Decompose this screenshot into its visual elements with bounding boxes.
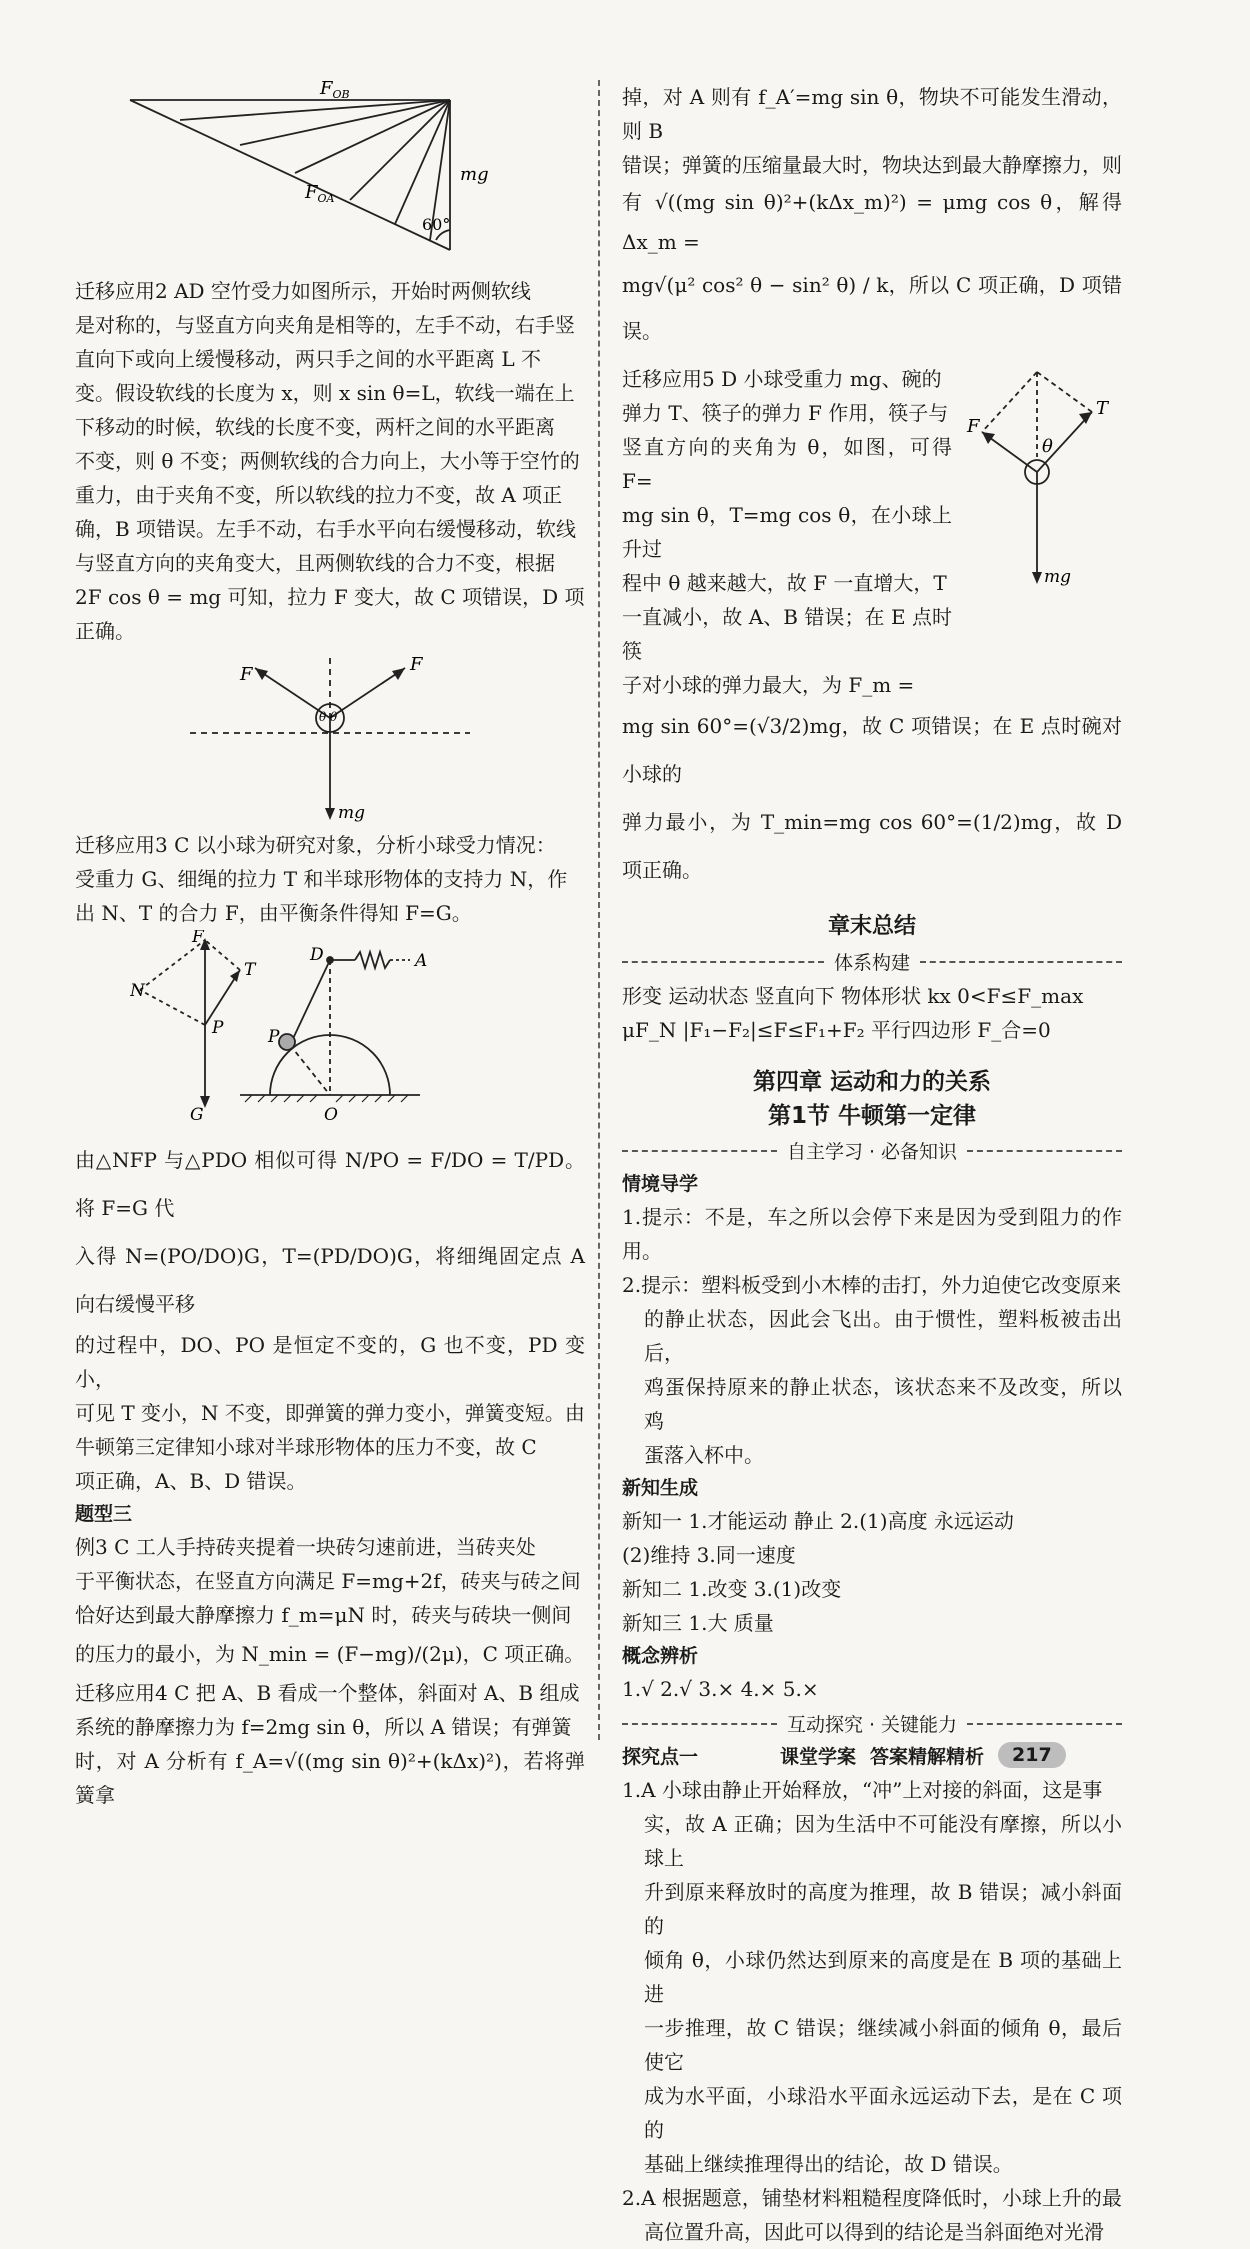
text-line: 由△NFP 与△PDO 相似可得 N/PO = F/DO = T/PD。将 F=G 代	[75, 1148, 585, 1220]
left-column	[75, 80, 585, 1812]
right-column	[622, 80, 1122, 2249]
text-line: 例3 C 工人手持砖夹提着一块砖匀速前进，当砖夹处	[75, 1535, 536, 1559]
text-line: 实，故 A 正确；因为生活中不可能没有摩擦，所以小球上	[644, 1812, 1122, 1870]
text-line: 直向下或向上缓慢移动，两只手之间的水平距离 L 不	[75, 347, 541, 371]
text-line: 重力，由于夹角不变，所以软线的拉力不变，故 A 项正	[75, 483, 563, 507]
label-O: O	[324, 1105, 338, 1125]
text-line: 不变，则 θ 不变；两侧软线的合力向上，大小等于空竹的	[75, 449, 580, 473]
text-line: 2.A 根据题意，铺垫材料粗糙程度降低时，小球上升的最	[622, 2186, 1122, 2210]
text-line: 的压力的最小，为 N_min = (F−mg)/(2μ)，C 项正确。	[75, 1642, 585, 1666]
summary-line: 形变 运动状态 竖直向下 物体形状 kx 0<F≤F_max	[622, 984, 1084, 1008]
text-line: 迁移应用3 C 以小球为研究对象，分析小球受力情况：	[75, 833, 556, 857]
subhead-qingjing: 情境导学	[622, 1173, 699, 1195]
label-F: F	[192, 930, 204, 947]
text-line: 2.提示：塑料板受到小木棒的击打，外力迫使它改变原来	[622, 1273, 1122, 1297]
text-line: 时，对 A 分析有 f_A=√((mg sin θ)²+(kΔx)²)，若将弹簧拿	[75, 1749, 585, 1807]
text-line: 升到原来释放时的高度为推理，故 B 错误；减小斜面的	[644, 1880, 1122, 1938]
answer-q3	[75, 828, 585, 930]
label-theta: θ	[1042, 436, 1053, 457]
text-line: 竖直方向的夹角为 θ，如图，可得 F=	[622, 435, 952, 493]
label-D: D	[310, 945, 324, 965]
section-title: 第1节 牛顿第一定律	[767, 1103, 976, 1129]
rule-hudong-label: 互动探究 · 关键能力	[786, 1714, 958, 1736]
text-line: 是对称的，与竖直方向夹角是相等的，左手不动，右手竖	[75, 313, 575, 337]
footer-section: 答案精解精析	[870, 1745, 985, 1768]
text-line: 弹力 T、筷子的弹力 F 作用，筷子与	[622, 401, 949, 425]
text-line: 迁移应用4 C 把 A、B 看成一个整体，斜面对 A、B 组成	[75, 1681, 580, 1705]
answer-q2	[75, 274, 585, 648]
label-f-left: F	[240, 664, 253, 685]
text-line: 有 √((mg sin θ)²+(kΔx_m)²) = μmg cos θ，解得 Δx_m =	[622, 190, 1122, 254]
summary-line: μF_N |F₁−F₂|≤F≤F₁+F₂ 平行四边形 F_合=0	[622, 1018, 1051, 1042]
label-angle: 60°	[422, 215, 451, 234]
label-mg: mg	[338, 803, 366, 823]
text-line: 鸡蛋保持原来的静止状态，该状态来不及改变，所以鸡	[644, 1375, 1122, 1433]
text-line: 恰好达到最大静摩擦力 f_m=μN 时，砖夹与砖块一侧间	[75, 1603, 572, 1627]
label-N: N	[130, 981, 145, 1001]
subhead-gainian: 概念辨析	[622, 1645, 699, 1667]
rule-hudong	[622, 1710, 1122, 1737]
text-line: (2)维持 3.同一速度	[622, 1543, 796, 1567]
text-line: 高位置升高，因此可以得到的结论是当斜面绝对光滑	[644, 2220, 1104, 2244]
text-line: 1.提示：不是，车之所以会停下来是因为受到阻力的作用。	[622, 1205, 1122, 1263]
answer-q5	[622, 362, 1122, 894]
force-fan-diagram	[120, 80, 540, 270]
text-line: 新知三 1.大 质量	[622, 1611, 774, 1635]
text-line: 受重力 G、细绳的拉力 T 和半球形物体的支持力 N，作	[75, 867, 568, 891]
text-line: 成为水平面，小球沿水平面永远运动下去，是在 C 项的	[644, 2084, 1122, 2142]
rule-zizhu	[622, 1137, 1122, 1164]
text-line: 蛋落入杯中。	[644, 1443, 764, 1467]
text-line: 1.√ 2.√ 3.× 4.× 5.×	[622, 1677, 819, 1701]
label-foa: $F_{OA}$	[305, 182, 335, 205]
text-line: 出 N、T 的合力 F，由平衡条件得知 F=G。	[75, 901, 472, 925]
label-A: A	[415, 951, 428, 971]
label-T: T	[244, 960, 256, 980]
bowl-chopstick-diagram	[962, 362, 1122, 592]
label-mg: mg	[460, 164, 489, 185]
hemisphere-force-diagram	[130, 930, 530, 1130]
summary-rule-label: 体系构建	[834, 952, 911, 974]
text-line: 的过程中，DO、PO 是恒定不变的，G 也不变，PD 变小，	[75, 1333, 585, 1391]
text-line: 可见 T 变小，N 不变，即弹簧的弹力变小，弹簧变短。由	[75, 1401, 585, 1425]
label-fob: $F_{OB}$	[320, 80, 350, 101]
text-line: 2F cos θ = mg 可知，拉力 F 变大，故 C 项错误，D 项	[75, 585, 585, 609]
text-line: 弹力最小，为 T_min=mg cos 60°=(1/2)mg，故 D 项正确。	[622, 810, 1122, 882]
label-theta: θ θ	[319, 710, 338, 724]
page-number: 217	[998, 1742, 1066, 1768]
text-line: 迁移应用2 AD 空竹受力如图所示，开始时两侧软线	[75, 279, 531, 303]
text-line: 确，B 项错误。左手不动，右手水平向右缓慢移动，软线	[75, 517, 577, 541]
text-line: mg sin θ，T=mg cos θ，在小球上升过	[622, 503, 952, 561]
text-line: 一步推理，故 C 错误；继续减小斜面的倾角 θ，最后使它	[644, 2016, 1122, 2074]
column-divider	[598, 80, 600, 1740]
text-line: 变。假设软线的长度为 x，则 x sin θ=L，软线一端在上	[75, 381, 575, 405]
label-F: F	[967, 416, 980, 437]
text-line: mg√(μ² cos² θ − sin² θ) / k，所以 C 项正确，D 项错误。	[622, 273, 1122, 343]
subhead-tanjiu: 探究点一	[622, 1746, 699, 1768]
text-line: 子对小球的弹力最大，为 F_m =	[622, 673, 915, 697]
rule-zizhu-label: 自主学习 · 必备知识	[786, 1141, 958, 1163]
text-line: 正确。	[75, 619, 135, 643]
text-line: 1.A 小球由静止开始释放，“冲”上对接的斜面，这是事	[622, 1778, 1103, 1802]
text-line: 于平衡状态，在竖直方向满足 F=mg+2f，砖夹与砖之间	[75, 1569, 581, 1593]
text-line: 新知二 1.改变 3.(1)改变	[622, 1577, 842, 1601]
text-line: 新知一 1.才能运动 静止 2.(1)高度 永远运动	[622, 1509, 1014, 1533]
kongzhu-force-diagram	[180, 648, 480, 828]
label-mg: mg	[1044, 567, 1072, 587]
text-line: 的静止状态，因此会飞出。由于惯性，塑料板被击出后，	[644, 1307, 1122, 1365]
label-P: P	[212, 1018, 224, 1038]
text-line: mg sin 60°=(√3/2)mg，故 C 项错误；在 E 点时碗对小球的	[622, 714, 1122, 786]
text-line: 倾角 θ，小球仍然达到原来的高度是在 B 项的基础上进	[644, 1948, 1122, 2006]
text-line: 系统的静摩擦力为 f=2mg sin θ，所以 A 错误；有弹簧	[75, 1715, 572, 1739]
label-P2: P	[268, 1027, 280, 1047]
text-line: 基础上继续推理得出的结论，故 D 错误。	[644, 2152, 1013, 2176]
text-line: 程中 θ 越来越大，故 F 一直增大，T	[622, 571, 947, 595]
text-line: 入得 N=(PO/DO)G，T=(PD/DO)G，将细绳固定点 A 向右缓慢平移	[75, 1244, 585, 1316]
summary-title: 章末总结	[827, 914, 916, 939]
subhead-xinzhi: 新知生成	[622, 1477, 699, 1499]
summary-rule	[622, 948, 1122, 975]
text-line: 一直减小，故 A、B 错误；在 E 点时筷	[622, 605, 952, 663]
answer-ex3	[75, 1530, 585, 1676]
chapter-title: 第四章 运动和力的关系	[752, 1069, 991, 1095]
answer-q3-cont	[75, 1136, 585, 1498]
text-line: 掉，对 A 则有 f_A′=mg sin θ，物块不可能发生滑动，则 B	[622, 85, 1122, 143]
answer-q4	[75, 1676, 585, 1812]
footer-book: 课堂学案	[780, 1745, 857, 1768]
text-line: 迁移应用5 D 小球受重力 mg、碗的	[622, 367, 942, 391]
label-T: T	[1096, 398, 1109, 419]
label-G: G	[190, 1105, 204, 1125]
answer-q4-cont	[622, 80, 1122, 354]
text-line: 下移动的时候，软线的长度不变，两杆之间的水平距离	[75, 415, 555, 439]
text-line: 错误；弹簧的压缩量最大时，物块达到最大静摩擦力，则	[622, 153, 1122, 177]
text-line: 与竖直方向的夹角变大，且两侧软线的合力不变，根据	[75, 551, 555, 575]
label-f-right: F	[410, 654, 423, 675]
heading-tixing3: 题型三	[75, 1503, 133, 1525]
text-line: 牛顿第三定律知小球对半球形物体的压力不变，故 C	[75, 1435, 537, 1459]
text-line: 项正确，A、B、D 错误。	[75, 1469, 307, 1493]
page-footer	[780, 1735, 1180, 1775]
